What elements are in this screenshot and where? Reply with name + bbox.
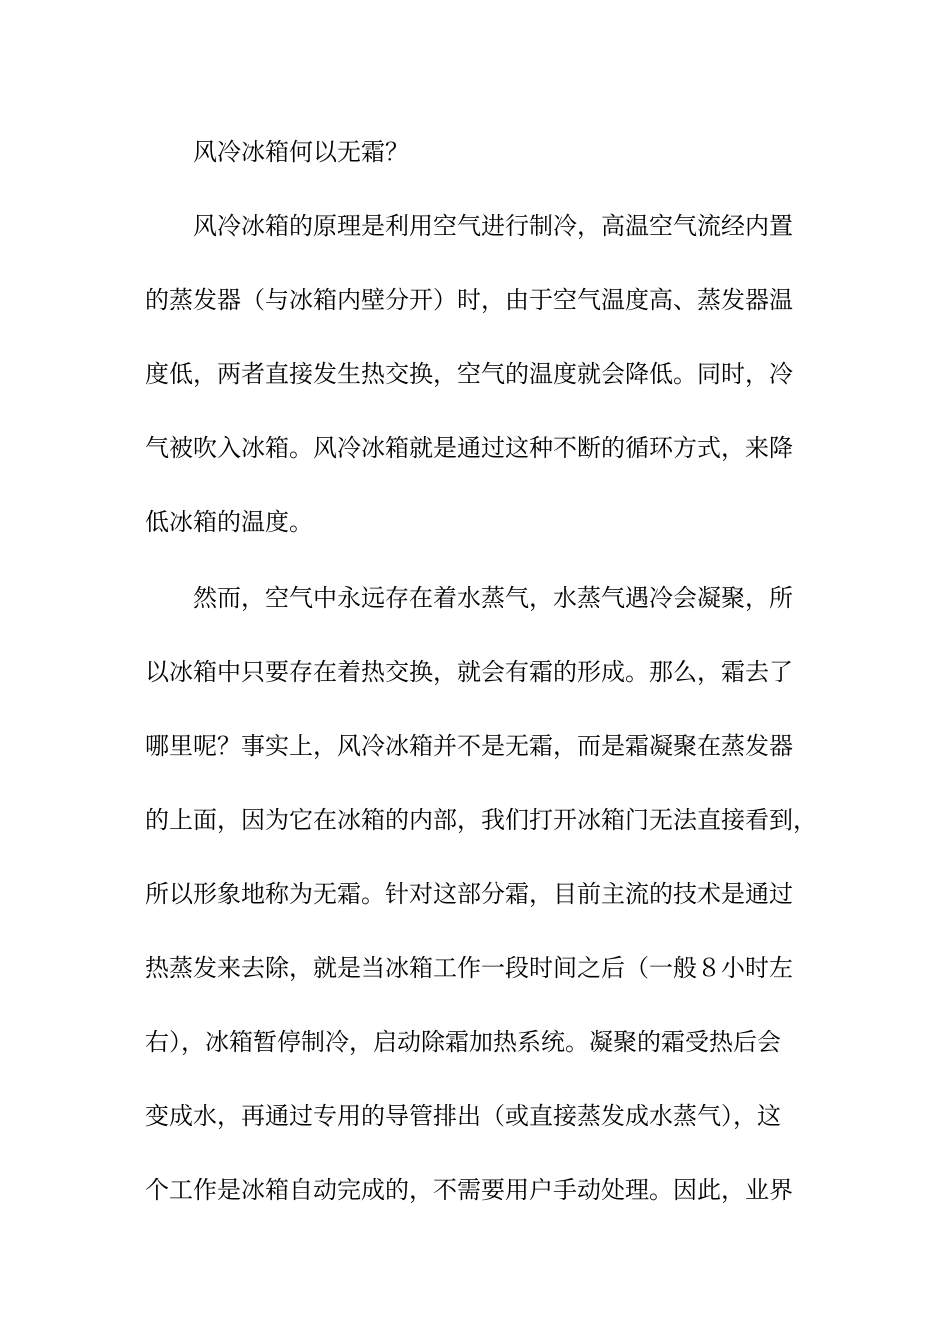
paragraph-text: 然而，空气中永远存在着水蒸气，水蒸气遇冷会凝聚，所 bbox=[193, 584, 793, 612]
paragraph-line bbox=[0, 726, 950, 766]
document-title-line bbox=[0, 132, 950, 172]
paragraph-text: 个工作是冰箱自动完成的，不需要用户手动处理。因此，业界 bbox=[145, 1176, 793, 1204]
paragraph-line bbox=[0, 874, 950, 914]
paragraph-text: 变成水，再通过专用的导管排出（或直接蒸发成水蒸气），这 bbox=[145, 1102, 781, 1130]
paragraph-text: 度低，两者直接发生热交换，空气的温度就会降低。同时，冷 bbox=[145, 360, 793, 388]
paragraph-line bbox=[0, 428, 950, 468]
paragraph-text: 哪里呢？事实上，风冷冰箱并不是无霜，而是霜凝聚在蒸发器 bbox=[145, 732, 793, 760]
paragraph-text: 风冷冰箱的原理是利用空气进行制冷，高温空气流经内置 bbox=[193, 212, 793, 240]
paragraph-line bbox=[0, 800, 950, 840]
paragraph-line bbox=[0, 948, 950, 988]
paragraph-text: 以冰箱中只要存在着热交换，就会有霜的形成。那么，霜去了 bbox=[145, 658, 793, 686]
document-title: 风冷冰箱何以无霜？ bbox=[193, 138, 409, 166]
paragraph-line bbox=[0, 206, 950, 246]
paragraph-line bbox=[0, 280, 950, 320]
paragraph-text: 的上面，因为它在冰箱的内部，我们打开冰箱门无法直接看到， bbox=[145, 806, 817, 834]
paragraph-line bbox=[0, 354, 950, 394]
paragraph-text: 右），冰箱暂停制冷，启动除霜加热系统。凝聚的霜受热后会 bbox=[145, 1028, 781, 1056]
paragraph-line bbox=[0, 1170, 950, 1210]
paragraph-text: 所以形象地称为无霜。针对这部分霜，目前主流的技术是通过 bbox=[145, 880, 793, 908]
paragraph-text: 的蒸发器（与冰箱内壁分开）时，由于空气温度高、蒸发器温 bbox=[145, 286, 793, 314]
paragraph-line bbox=[0, 652, 950, 692]
paragraph-text: 热蒸发来去除，就是当冰箱工作一段时间之后（一般８小时左 bbox=[145, 954, 793, 982]
paragraph-text: 气被吹入冰箱。风冷冰箱就是通过这种不断的循环方式，来降 bbox=[145, 434, 793, 462]
paragraph-line bbox=[0, 1096, 950, 1136]
paragraph-line bbox=[0, 578, 950, 618]
paragraph-text: 低冰箱的温度。 bbox=[145, 508, 313, 536]
paragraph-line bbox=[0, 502, 950, 542]
paragraph-line bbox=[0, 1022, 950, 1062]
